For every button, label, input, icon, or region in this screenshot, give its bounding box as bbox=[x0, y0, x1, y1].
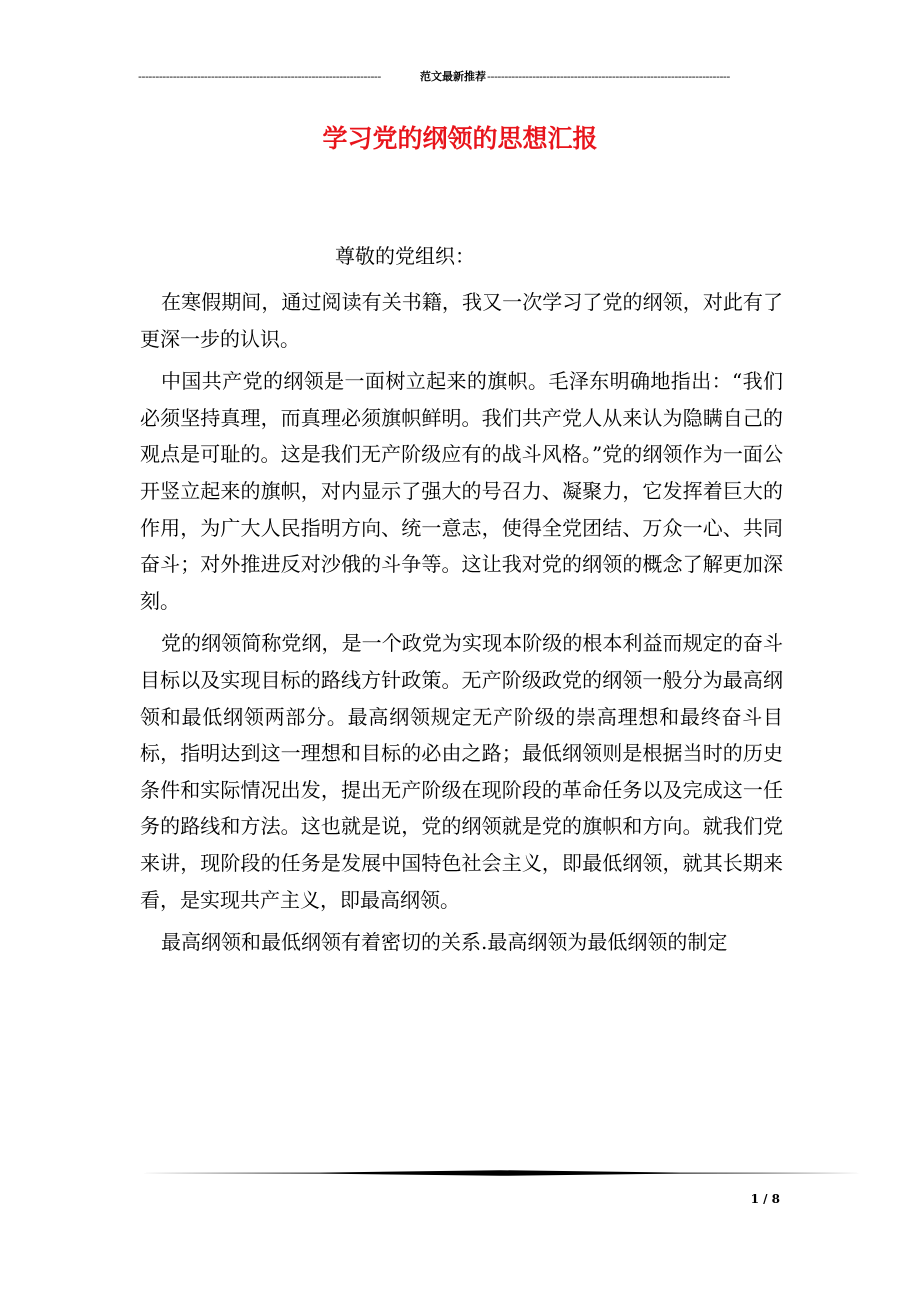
paragraph: 最高纲领和最低纲领有着密切的关系.最高纲领为最低纲领的制定 bbox=[161, 930, 728, 955]
header-dashes-right: ---------------------------------------------------------------------- bbox=[487, 70, 730, 83]
paragraph: 党的纲领简称党纲，是一个政党为实现本阶级的根本利益而规定的奋斗目标以及实现目标的路线方针政策。无产阶级政党的纲领一般分为最高纲领和最低纲领两部分。最高纲领规定无产阶级的崇高理想和最终奋斗目标，指明达到这一理想和目标的必由之路；最低纲领则是根据当时的历史条件和实际情况出发，提出无产阶级在现阶段的革命任务以及完成这一任务的路线和方法。这也就是说，党的纲领就是党的旗帜和方向。就我们党来讲，现阶段的任务是发展中国特色社会主义，即最低纲领，就其长期来看，是实现共产主义，即最高纲领。 bbox=[140, 631, 783, 912]
page-number: 1 / 8 bbox=[750, 1192, 780, 1206]
document-body bbox=[140, 284, 783, 967]
header-label: 范文最新推荐 bbox=[420, 70, 486, 83]
paragraph: 在寒假期间，通过阅读有关书籍，我又一次学习了党的纲领，对此有了更深一步的认识。 bbox=[140, 290, 783, 351]
footer-rule bbox=[140, 1168, 862, 1178]
page-header bbox=[138, 70, 768, 84]
document-title: 学习党的纲领的思想汇报 bbox=[322, 124, 598, 153]
salutation: 尊敬的党组织： bbox=[335, 244, 475, 268]
header-dashes-left: ---------------------------------------------------------------------- bbox=[138, 70, 381, 83]
paragraph: 中国共产党的纲领是一面树立起来的旗帜。毛泽东明确地指出：“我们必须坚持真理，而真理必须旗帜鲜明。我们共产党人从来认为隐瞒自己的观点是可耻的。这是我们无产阶级应有的战斗风格。”党的纲领作为一面公开竖立起来的旗帜，对内显示了强大的号召力、凝聚力，它发挥着巨大的作用，为广大人民指明方向、统一意志，使得全党团结、万众一心、共同奋斗；对外推进反对沙俄的斗争等。这让我对党的纲领的概念了解更加深刻。 bbox=[140, 369, 783, 613]
